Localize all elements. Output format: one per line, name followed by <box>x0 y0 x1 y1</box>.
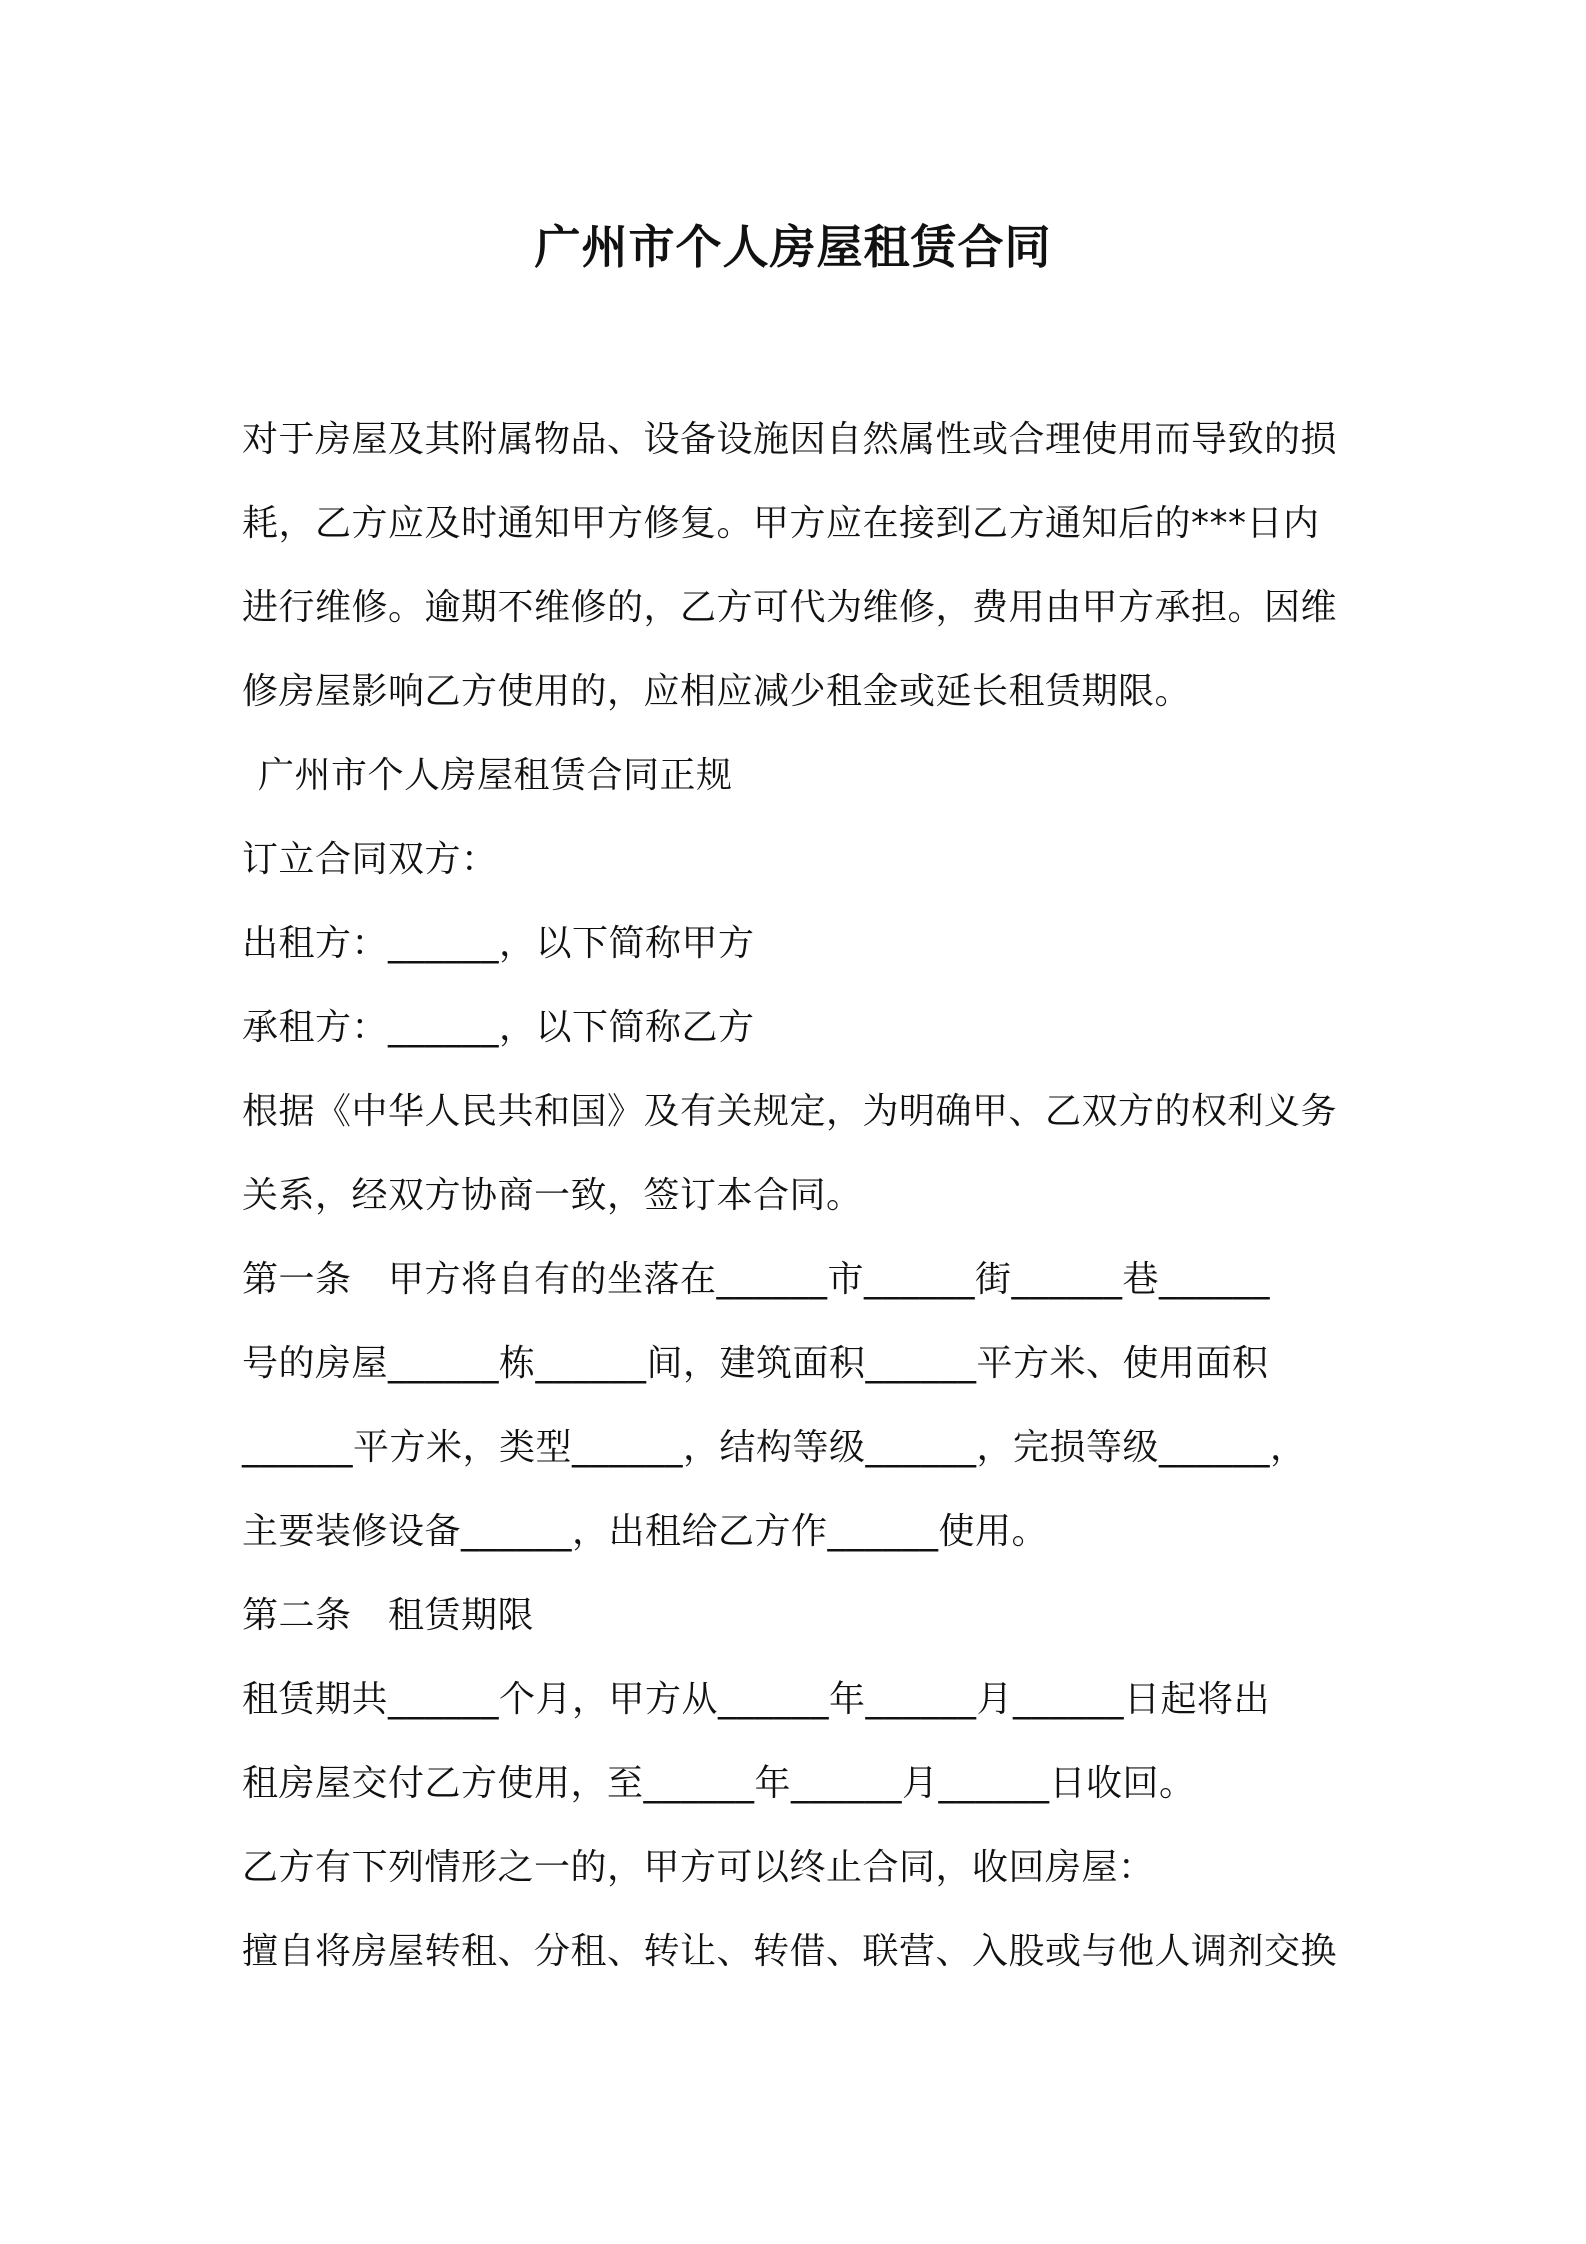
paragraph-line: 对于房屋及其附属物品、设备设施因自然属性或合理使用而导致的损 <box>242 419 1338 460</box>
lessee-line: 承租方：______，以下简称乙方 <box>242 1007 755 1048</box>
paragraph-line: 订立合同双方： <box>242 839 498 880</box>
paragraph-line: 号的房屋______栋______间，建筑面积______平方米、使用面积 <box>242 1343 1269 1384</box>
paragraph-line: 租房屋交付乙方使用，至______年______月______日收回。 <box>242 1763 1196 1804</box>
paragraph-line: 关系，经双方协商一致，签订本合同。 <box>242 1175 863 1216</box>
article-one-line: 第一条 甲方将自有的坐落在______市______街______巷______ <box>242 1259 1271 1300</box>
lessor-line: 出租方：______，以下简称甲方 <box>242 923 755 964</box>
paragraph-line: 乙方有下列情形之一的，甲方可以终止合同，收回房屋： <box>242 1847 1155 1888</box>
paragraph-line: 耗，乙方应及时通知甲方修复。甲方应在接到乙方通知后的***日内 <box>242 503 1320 544</box>
article-two-heading: 第二条 租赁期限 <box>242 1595 535 1636</box>
paragraph-line: 主要装修设备______，出租给乙方作______使用。 <box>242 1511 1049 1552</box>
section-heading: 广州市个人房屋租赁合同正规 <box>258 755 733 796</box>
paragraph-line: 修房屋影响乙方使用的，应相应减少租金或延长租赁期限。 <box>242 671 1192 712</box>
paragraph-line: ______平方米，类型______，结构等级______，完损等级______， <box>242 1427 1307 1468</box>
paragraph-line: 根据《中华人民共和国》及有关规定，为明确甲、乙双方的权利义务 <box>242 1091 1338 1132</box>
paragraph-line: 租赁期共______个月，甲方从______年______月______日起将出 <box>242 1679 1271 1720</box>
document-title: 广州市个人房屋租赁合同 <box>534 220 1052 274</box>
paragraph-line: 进行维修。逾期不维修的，乙方可代为维修，费用由甲方承担。因维 <box>242 587 1338 628</box>
paragraph-line: 擅自将房屋转租、分租、转让、转借、联营、入股或与他人调剂交换 <box>242 1931 1338 1972</box>
